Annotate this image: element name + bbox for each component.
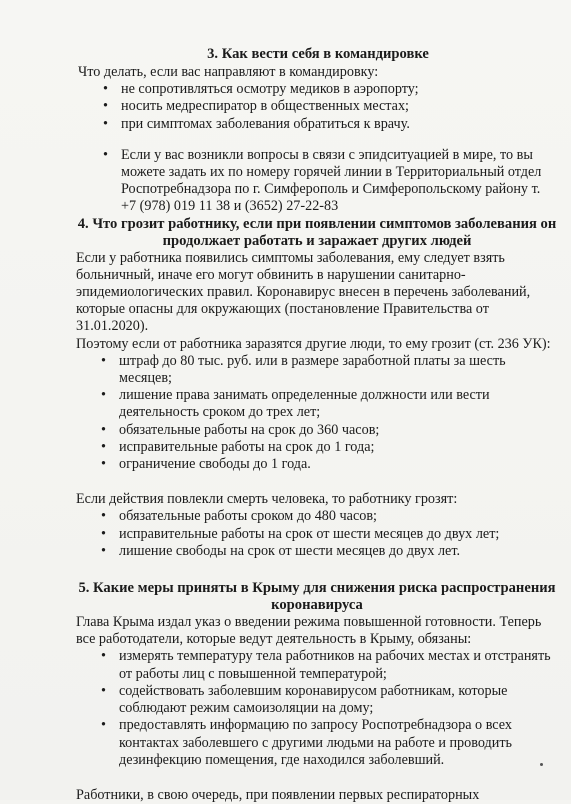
section-4-death-penalties (76, 508, 558, 560)
spacer (78, 560, 558, 580)
section-crimea-measures (76, 580, 558, 804)
section-business-trip (78, 46, 558, 216)
section-4-paragraph-2: Поэтому если от работника заразятся другие люди, то ему грозит (ст. 236 УК): (76, 335, 551, 352)
list-item: • не сопротивляться осмотру медиков в аэропорту; (78, 81, 558, 98)
section-4-death-intro: Если действия повлекли смерть человека, то работнику грозят: (76, 491, 458, 508)
spacer (78, 133, 558, 147)
section-5-paragraph-1: Глава Крыма издал указ о введении режима повышенной готовности. Теперь все работодатели, которые ведут деятельность в Крыму, обязаны: (76, 614, 542, 648)
list-item: • исправительные работы на срок от шести месяцев до двух лет; (76, 526, 558, 543)
hotline-list (78, 147, 558, 216)
section-5-heading: 5. Какие меры приняты в Крыму для снижения риска распространения коронавируса (78, 580, 556, 614)
section-5-closing: Работники, в свою очередь, при появлении первых респираторных (76, 786, 480, 803)
section-4-paragraph-1: Если у работника появились симптомы заболевания, ему следует взять больничный, иначе его могут обвинить в нарушении санитарно-эпидемиологических правил. Коронавирус внесен в перечень заболеваний, которые опасны для окружающих (постановление Правительства от 31.01.2020). (76, 249, 531, 335)
section-3-intro: Что делать, если вас направляют в командировку: (78, 64, 379, 80)
section-3-list (78, 81, 558, 133)
spacer (76, 473, 558, 491)
document-content (78, 46, 558, 804)
list-item: • при симптомах заболевания обратиться к врачу. (78, 116, 558, 133)
list-item: • измерять температуру тела работников на рабочих местах и отстранять от работы лиц с повышенной температурой; (76, 648, 558, 682)
section-4-penalties (76, 353, 558, 473)
hotline-item: • Если у вас возникли вопросы в связи с эпидситуацией в мире, то вы можете задать их по номеру горячей линии в Территориальный отдел Роспотребнадзора по г. Симферополь и Симферопольскому району т. +7 (978) 019 11 38 и (3652) 27-22-83 (78, 147, 558, 216)
section-5-obligations (76, 648, 558, 768)
list-item: • предоставлять информацию по запросу Роспотребнадзора о всех контактах заболевшего с другими людьми на работе и проводить дезинфекцию помещения, где находился заболевший. (76, 717, 558, 769)
list-item: • обязательные работы на срок до 360 часов; (76, 422, 558, 439)
list-item: • штраф до 80 тыс. руб. или в размере заработной платы за шесть месяцев; (76, 353, 558, 387)
list-item: • содействовать заболевшим коронавирусом работникам, которые соблюдают режим самоизоляции на дому; (76, 683, 558, 717)
list-item: • обязательные работы сроком до 480 часов; (76, 508, 558, 525)
list-item: • ограничение свободы до 1 года. (76, 456, 558, 473)
scan-speck (540, 763, 543, 766)
list-item: • лишение права занимать определенные должности или вести деятельность сроком до трех лет; (76, 387, 558, 421)
list-item: • носить медреспиратор в общественных местах; (78, 98, 558, 115)
list-item: • исправительные работы на срок до 1 года; (76, 439, 558, 456)
section-employee-liability (76, 216, 558, 560)
spacer (76, 769, 558, 787)
section-3-heading: 3. Как вести себя в командировке (207, 46, 429, 62)
section-4-heading: 4. Что грозит работнику, если при появлении симптомов заболевания он продолжает работать и заражает других людей (77, 215, 557, 249)
list-item: • лишение свободы на срок от шести месяцев до двух лет. (76, 543, 558, 560)
